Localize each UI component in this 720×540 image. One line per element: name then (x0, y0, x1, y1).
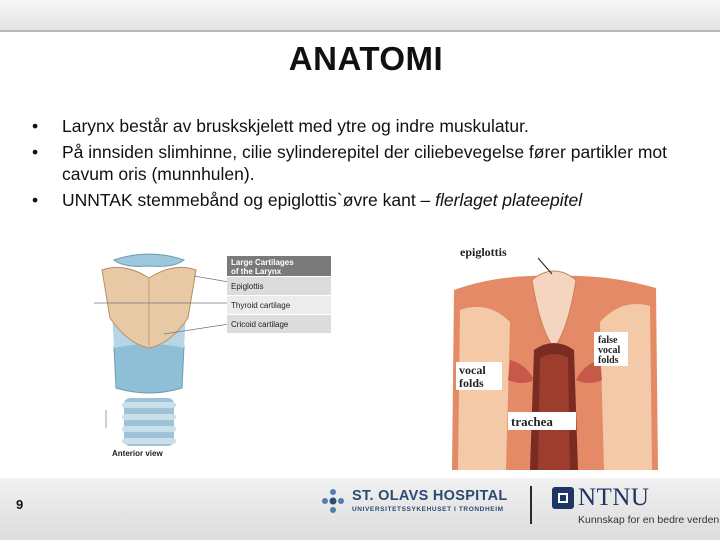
ntnu-square-icon (552, 487, 574, 509)
bullet-icon: • (32, 116, 39, 136)
label-vocal-2: folds (459, 376, 484, 390)
figure-caption: Anterior view (112, 449, 163, 458)
label-thyroid: Thyroid cartilage (231, 301, 291, 310)
bullet-item (32, 189, 692, 211)
bullet-text: UNNTAK stemmebånd og epiglottis`øvre kant – (62, 190, 436, 210)
label-false-3: folds (598, 355, 619, 366)
label-epiglottis: Epiglottis (231, 282, 264, 291)
page-number: 9 (16, 497, 24, 512)
ntnu-name: NTNU (578, 484, 650, 511)
larynx-cartilage-illustration (84, 248, 336, 460)
label-vocal-1: vocal (459, 363, 486, 377)
bullet-item (32, 115, 692, 137)
label-trachea: trachea (511, 414, 553, 429)
ntnu-logo (552, 484, 720, 530)
bullet-text: På innsiden slimhinne, cilie sylinderepitel der ciliebevegelse fører partikler mot cavum oris (munnhulen). (62, 142, 667, 184)
st-olavs-dots-icon (320, 488, 346, 514)
trachea-rings (122, 398, 176, 446)
larynx-section-photo (448, 240, 662, 470)
st-olavs-logo (320, 486, 515, 520)
bullet-text: Larynx består av bruskskjelett med ytre og indre muskulatur. (62, 116, 529, 136)
bullet-icon: • (32, 142, 39, 162)
st-olavs-subtitle: UNIVERSITETSSYKEHUSET I TRONDHEIM (352, 506, 504, 513)
bullet-list (32, 115, 692, 215)
label-epiglottis-photo: epiglottis (460, 245, 507, 259)
st-olavs-name: ST. OLAVS HOSPITAL (352, 488, 508, 504)
footer-divider (530, 486, 532, 524)
slide-title: ANATOMI (288, 40, 444, 77)
bullet-icon: • (32, 190, 39, 210)
ntnu-tagline: Kunnskap for en bedre verden (578, 514, 720, 526)
bullet-item (32, 141, 692, 185)
cricoid-cartilage (114, 341, 184, 393)
legend-title-1: Large Cartilages (231, 258, 294, 267)
label-cricoid: Cricoid cartilage (231, 320, 289, 329)
legend-title-2: of the Larynx (231, 267, 282, 276)
bullet-text-italic: flerlaget plateepitel (435, 190, 583, 210)
label-false-2: vocal (598, 345, 621, 356)
top-bar (0, 0, 720, 32)
label-false-1: false (598, 335, 618, 346)
